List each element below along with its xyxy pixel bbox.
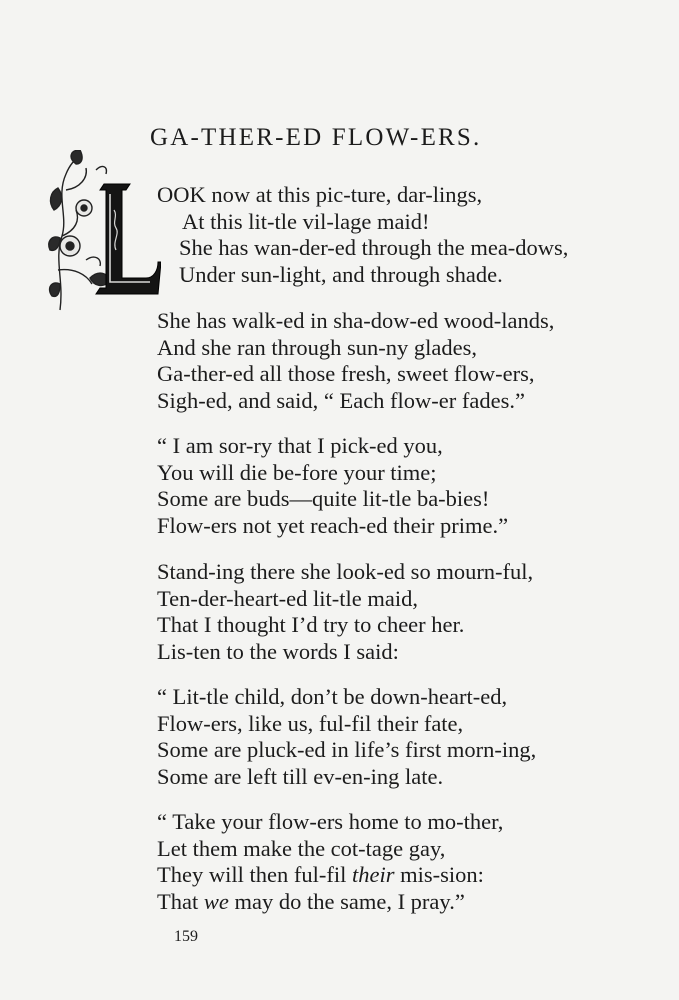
poem-line: Ten-der-heart-ed lit-tle maid, [157, 585, 418, 611]
poem-line: “ I am sor-ry that I pick-ed you, [157, 433, 443, 458]
poem-line: “ Lit-tle child, don’t be down-heart-ed, [157, 684, 508, 709]
poem-line: OOK now at this pic-ture, dar-lings, [157, 182, 483, 207]
poem-line: Some are buds—quite lit-tle ba-bies! [157, 486, 490, 512]
letter-l-glyph [96, 184, 161, 294]
poem-line: And she ran through sun-ny glades, [157, 334, 477, 360]
emphasis-word: their [351, 862, 395, 888]
stanza-3 [157, 433, 508, 539]
poem-line: She has walk-ed in sha-dow-ed wood-lands, [157, 308, 555, 333]
poem-line: Sigh-ed, and said, “ Each flow-er fades.” [157, 387, 525, 413]
poem-line: Some are left till ev-en-ing late. [157, 763, 444, 789]
ornamental-initial-l [46, 150, 161, 312]
poem-line: Under sun-light, and through shade. [179, 261, 503, 287]
line-text: They will then ful-fil [157, 862, 352, 888]
line-text: mis-sion: [394, 862, 484, 888]
poem-line: Let them make the cot-tage gay, [157, 835, 446, 861]
poem-line: “ Take your flow-ers home to mo-ther, [157, 809, 504, 834]
poem-line: Flow-ers not yet reach-ed their prime.” [157, 512, 509, 538]
poem-line: Some are pluck-ed in life’s first morn-ing, [157, 737, 537, 763]
stanza-2 [157, 308, 554, 414]
poem-line: Lis-ten to the words I said: [157, 638, 399, 664]
poem-line: Flow-ers, like us, ful-fil their fate, [157, 710, 464, 736]
poem-line: Ga-ther-ed all those fresh, sweet flow-ers, [157, 361, 535, 387]
poem-title: GA-THER-ED FLOW-ERS. [150, 124, 482, 151]
poem-line: At this lit-tle vil-lage maid! [182, 208, 430, 234]
poem-line: That I thought I’d try to cheer her. [157, 612, 465, 638]
stanza-1 [157, 182, 568, 288]
poem-line: She has wan-der-ed through the mea-dows, [179, 235, 569, 261]
floral-vine-icon [49, 150, 110, 310]
page-number: 159 [174, 928, 198, 945]
stanza-4 [157, 559, 533, 665]
poem-line: Stand-ing there she look-ed so mourn-ful, [157, 559, 534, 584]
poem-line: You will die be-fore your time; [157, 459, 437, 485]
stanza-5 [157, 684, 536, 790]
emphasis-word: we [203, 888, 229, 914]
line-text: That [157, 888, 204, 914]
stanza-6 [157, 809, 503, 915]
poem-line [157, 889, 503, 916]
poem-line [157, 862, 503, 889]
line-text: may do the same, I pray.” [228, 888, 465, 914]
